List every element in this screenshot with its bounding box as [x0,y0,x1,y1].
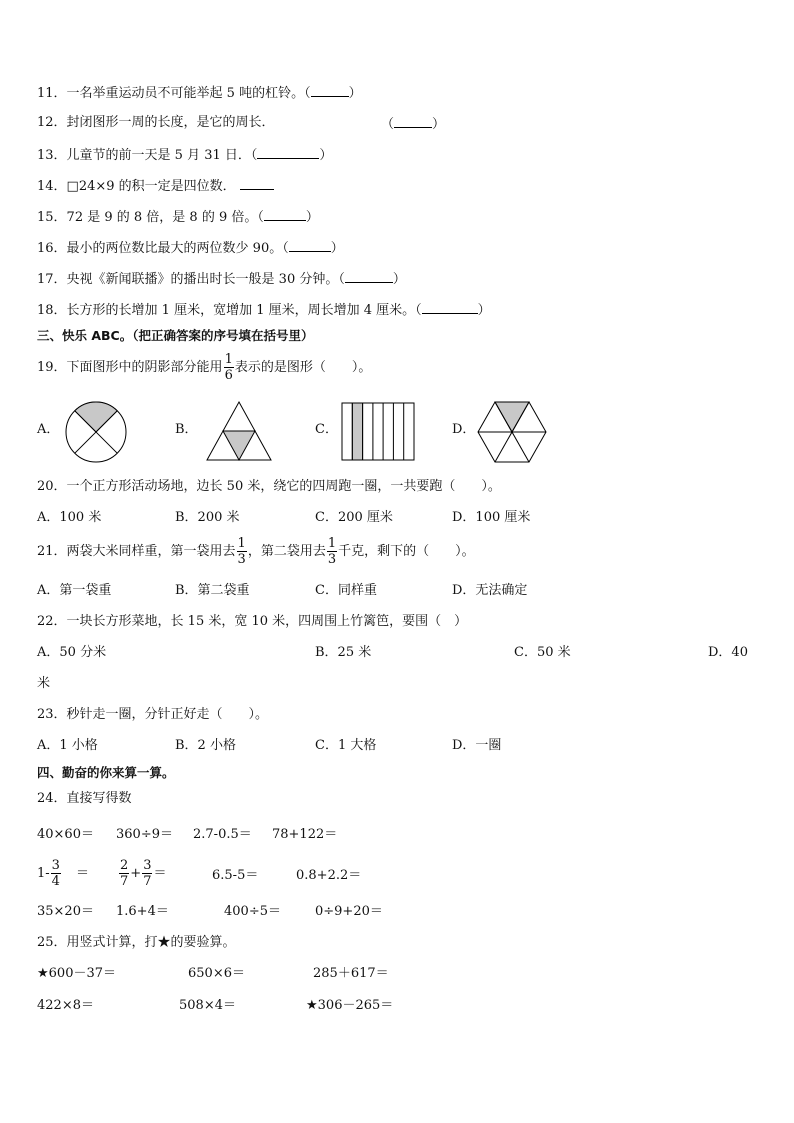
answer-blank[interactable] [394,115,432,128]
question-23: 23．秒针走一圈，分针正好走（ ）。 [37,707,269,722]
calc-item: 78+122＝ [272,827,338,842]
fraction: $\frac{1}{3}$ [327,536,337,567]
option-b-label[interactable]: B． [175,422,198,437]
question-19: 19．下面图形中的阴影部分能用 $\frac{1}{6}$ 表示的是图形（ ）。 [37,352,372,383]
q20-option-c[interactable]: C．200 厘米 [315,510,393,525]
calc-item: 0÷9+20＝ [315,904,383,919]
calc-item: 0.8+2.2＝ [296,868,362,883]
section-heading-3: 三、快乐 ABC。（把正确答案的序号填在括号里） [37,328,314,343]
q22-option-d-wrap: 米 [37,676,51,691]
question-24-title: 24．直接写得数 [37,791,132,806]
option-a-label[interactable]: A． [37,422,60,437]
q20-option-d[interactable]: D．100 厘米 [452,510,531,525]
answer-blank[interactable] [240,177,274,190]
answer-blank[interactable] [345,270,393,283]
calc-item: 650×6＝ [188,966,245,981]
q21-option-b[interactable]: B．第二袋重 [175,583,250,598]
q21-option-d[interactable]: D．无法确定 [452,583,528,598]
calc-item: 1.6+4＝ [116,904,169,919]
question-11: 11．一名举重运动员不可能举起 5 吨的杠铃。（ ） [37,86,362,101]
q23-option-c[interactable]: C．1 大格 [315,738,377,753]
fraction: $\frac{1}{3}$ [237,536,246,567]
q22-option-a[interactable]: A．50 分米 [37,645,107,660]
answer-blank[interactable] [289,239,331,252]
calc-item: 285＋617＝ [313,966,389,981]
calc-item: ★306－265＝ [306,998,394,1013]
figure-c-rectangle[interactable] [340,402,416,462]
calc-item-fraction-a: 1- $\frac{3}{4}$ ＝ [37,858,89,889]
question-14: 14．□24×9 的积一定是四位数． [37,177,274,195]
question-22: 22．一块长方形菜地，长 15 米，宽 10 米，四周围上竹篱笆，要围（ ） [37,614,468,629]
question-17: 17．央视《新闻联播》的播出时长一般是 30 分钟。（ ） [37,272,406,287]
calc-item: 422×8＝ [37,998,94,1013]
calc-item: 400÷5＝ [224,904,281,919]
answer-blank[interactable] [422,301,478,314]
question-21: 21．两袋大米同样重，第一袋用去 $\frac{1}{3}$ ，第二袋用去 $\frac{1}{3}$ 千克，剩下的（ ）。 [37,536,475,567]
q22-option-d[interactable]: D．40 [708,645,748,660]
calc-item: 360÷9＝ [116,827,173,842]
calc-item-fraction-b: $\frac{2}{7}$ + $\frac{3}{7}$ ＝ [120,858,167,889]
calc-item: 40×60＝ [37,827,94,842]
answer-blank[interactable] [311,84,349,97]
question-15: 15．72 是 9 的 8 倍，是 8 的 9 倍。（ ） [37,210,319,225]
option-c-label[interactable]: C． [315,422,338,437]
q22-option-b[interactable]: B．25 米 [315,645,372,660]
calc-item: ★600－37＝ [37,966,117,981]
question-20: 20．一个正方形活动场地，边长 50 米，绕它的四周跑一圈，一共要跑（ ）。 [37,479,501,494]
fraction: $\frac{1}{6}$ [224,352,233,383]
option-d-label[interactable]: D． [452,422,476,437]
q23-option-d[interactable]: D．一圈 [452,738,502,753]
figure-d-hexagon[interactable] [476,400,548,464]
figure-b-triangle[interactable] [205,400,273,462]
question-16: 16．最小的两位数比最大的两位数少 90。（ ） [37,241,344,256]
q21-option-a[interactable]: A．第一袋重 [37,583,112,598]
calc-item: 35×20＝ [37,904,94,919]
question-12: 12．封闭图形一周的长度，是它的周长． （ ） [37,115,446,132]
q20-option-a[interactable]: A．100 米 [37,510,102,525]
q20-option-b[interactable]: B．200 米 [175,510,240,525]
question-25-title: 25．用竖式计算，打★的要验算。 [37,935,236,950]
q23-option-b[interactable]: B．2 小格 [175,738,236,753]
calc-item: 508×4＝ [179,998,236,1013]
q21-option-c[interactable]: C．同样重 [315,583,377,598]
answer-blank[interactable] [257,146,319,159]
calc-item: 2.7-0.5＝ [193,827,252,842]
q22-option-c[interactable]: C．50 米 [514,645,571,660]
figure-a-circle[interactable] [64,400,128,464]
calc-item: 6.5-5＝ [212,868,259,883]
section-heading-4: 四、勤奋的你来算一算。 [37,765,175,780]
q23-option-a[interactable]: A．1 小格 [37,738,98,753]
question-13: 13．儿童节的前一天是 5 月 31 日．（ ） [37,148,333,163]
question-18: 18．长方形的长增加 1 厘米，宽增加 1 厘米，周长增加 4 厘米。（ ） [37,303,491,318]
answer-blank[interactable] [264,208,306,221]
